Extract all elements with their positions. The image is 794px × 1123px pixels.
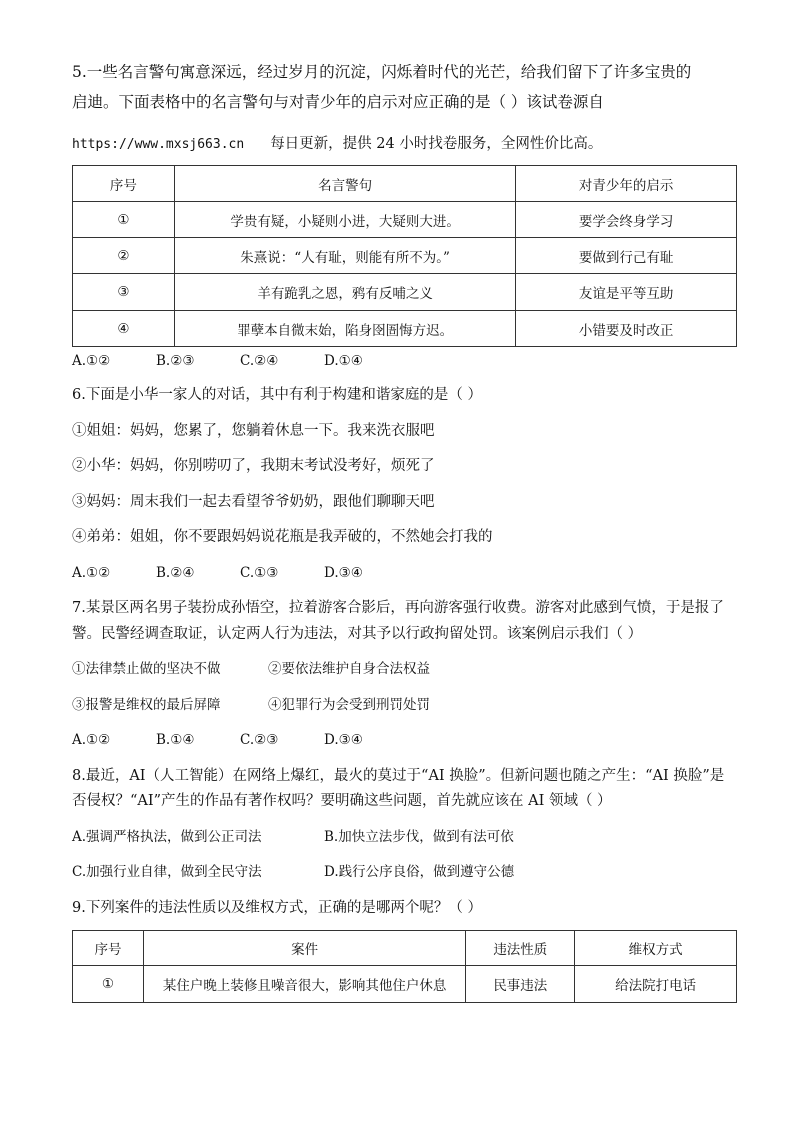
table-cell: 羊有跪乳之恩，鸦有反哺之义 xyxy=(174,274,515,311)
header-cell: 序号 xyxy=(73,931,144,966)
option-a[interactable]: A.①② xyxy=(72,353,111,369)
q7-options xyxy=(72,730,363,750)
option-d[interactable]: D.③④ xyxy=(324,732,363,748)
option-d[interactable]: D.③④ xyxy=(324,565,363,581)
table-cell: 友谊是平等互助 xyxy=(516,274,737,311)
option-a[interactable]: A.强调严格执法，做到公正司法 xyxy=(72,829,262,845)
q7-item-1: ①法律禁止做的坚决不做 xyxy=(72,661,221,677)
q5-stem-line2: 启迪。下面表格中的名言警句与对青少年的启示对应正确的是（ ）该试卷源自 xyxy=(72,93,604,111)
option-c[interactable]: C.②③ xyxy=(240,732,279,748)
option-b[interactable]: B.②③ xyxy=(156,353,195,369)
q8-options-row1 xyxy=(72,827,514,847)
q5-options xyxy=(72,351,363,371)
q6-options xyxy=(72,563,363,583)
table-row xyxy=(73,311,737,347)
option-c[interactable]: C.①③ xyxy=(240,565,279,581)
table-cell: 要学会终身学习 xyxy=(516,202,737,238)
table-row xyxy=(73,238,737,274)
option-c[interactable]: C.②④ xyxy=(240,353,279,369)
q8-stem-line2: 否侵权？“AI”产生的作品有著作权吗？要明确这些问题，首先就应该在 AI 领域（ ） xyxy=(72,793,612,809)
header-cell: 案件 xyxy=(143,931,465,966)
q9-stem: 9.下列案件的违法性质以及维权方式，正确的是哪两个呢？（ ） xyxy=(72,900,482,916)
table-header-row xyxy=(73,166,737,202)
q6-item-1: ①姐姐：妈妈，您累了，您躺着休息一下。我来洗衣服吧 xyxy=(72,423,435,439)
q6-item-2: ②小华：妈妈，你别唠叨了，我期末考试没考好，烦死了 xyxy=(72,458,435,474)
q7-stem-line2: 警。民警经调查取证，认定两人行为违法，对其予以行政拘留处罚。该案例启示我们（ ） xyxy=(72,626,643,642)
header-cell: 对青少年的启示 xyxy=(516,166,737,202)
q6-stem: 6.下面是小华一家人的对话，其中有利于构建和谐家庭的是（ ） xyxy=(72,387,482,403)
header-cell: 序号 xyxy=(73,166,175,202)
table-cell: ② xyxy=(73,238,175,274)
option-b[interactable]: B.①④ xyxy=(156,732,195,748)
option-d[interactable]: D.践行公序良俗，做到遵守公德 xyxy=(324,864,515,880)
table-cell: ① xyxy=(73,966,144,1003)
table-row xyxy=(73,966,737,1003)
table-cell: 某住户晚上装修且噪音很大，影响其他住户休息 xyxy=(143,966,465,1003)
q9-table xyxy=(72,930,737,1003)
table-header-row xyxy=(73,931,737,966)
source-url: https://www.mxsj663.cn xyxy=(72,137,245,152)
option-c[interactable]: C.加强行业自律，做到全民守法 xyxy=(72,864,262,880)
table-row xyxy=(73,274,737,311)
table-cell: 民事违法 xyxy=(466,966,575,1003)
table-cell: 罪孽本自微末始，陷身囹圄悔方迟。 xyxy=(174,311,515,347)
option-b[interactable]: B.加快立法步伐，做到有法可依 xyxy=(324,829,514,845)
option-a[interactable]: A.①② xyxy=(72,732,111,748)
q7-item-4: ④犯罪行为会受到刑罚处罚 xyxy=(268,697,430,713)
q8-stem-line1: 8.最近，AI（人工智能）在网络上爆红，最火的莫过于“AI 换脸”。但新问题也随之产生：“AI 换脸”是 xyxy=(72,768,725,784)
header-cell: 违法性质 xyxy=(466,931,575,966)
option-a[interactable]: A.①② xyxy=(72,565,111,581)
option-b[interactable]: B.②④ xyxy=(156,565,195,581)
table-cell: 小错要及时改正 xyxy=(516,311,737,347)
q7-item-2: ②要依法维护自身合法权益 xyxy=(268,661,430,677)
q7-item-3: ③报警是维权的最后屏障 xyxy=(72,697,221,713)
header-cell: 名言警句 xyxy=(174,166,515,202)
option-d[interactable]: D.①④ xyxy=(324,353,363,369)
q7-stem-line1: 7.某景区两名男子装扮成孙悟空，拉着游客合影后，再向游客强行收费。游客对此感到气愤，于是报了 xyxy=(72,600,724,616)
q5-source-line xyxy=(72,134,602,155)
q7-items-row1 xyxy=(72,659,430,679)
source-note: 每日更新，提供 24 小时找卷服务，全网性价比高。 xyxy=(270,136,603,152)
q6-item-3: ③妈妈：周末我们一起去看望爷爷奶奶，跟他们聊聊天吧 xyxy=(72,494,435,510)
table-cell: ① xyxy=(73,202,175,238)
table-cell: 给法院打电话 xyxy=(575,966,737,1003)
table-cell: ④ xyxy=(73,311,175,347)
q6-item-4: ④弟弟：姐姐，你不要跟妈妈说花瓶是我弄破的，不然她会打我的 xyxy=(72,529,493,545)
q5-stem-line1: 5.一些名言警句寓意深远，经过岁月的沉淀，闪烁着时代的光芒，给我们留下了许多宝贵的 xyxy=(72,63,692,81)
table-row xyxy=(73,202,737,238)
table-cell: 学贵有疑，小疑则小进，大疑则大进。 xyxy=(174,202,515,238)
q8-options-row2 xyxy=(72,862,514,882)
q5-table xyxy=(72,165,737,347)
table-cell: ③ xyxy=(73,274,175,311)
table-cell: 要做到行己有耻 xyxy=(516,238,737,274)
table-cell: 朱熹说：“人有耻，则能有所不为。” xyxy=(174,238,515,274)
header-cell: 维权方式 xyxy=(575,931,737,966)
q7-items-row2 xyxy=(72,695,430,715)
